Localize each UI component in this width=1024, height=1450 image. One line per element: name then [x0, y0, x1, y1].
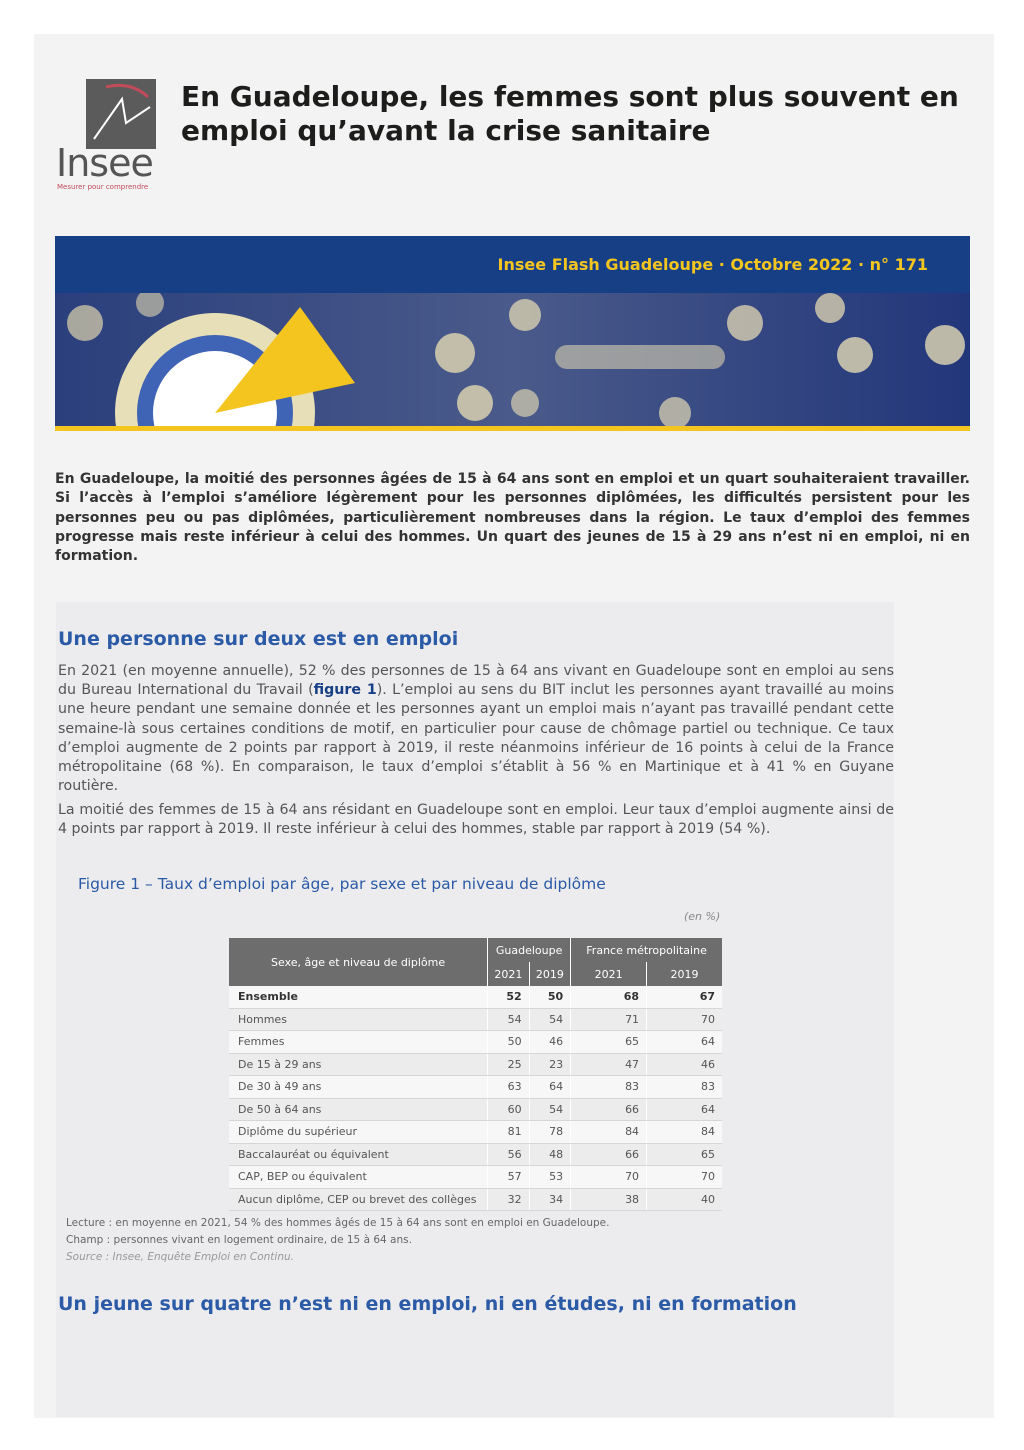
- figure-unit: (en %): [684, 910, 721, 923]
- cell-value: 47: [571, 1053, 647, 1076]
- cell-value: 32: [488, 1188, 530, 1211]
- table-header-year: 2021: [571, 962, 647, 986]
- table-row: [229, 1188, 722, 1211]
- table-row: [229, 1098, 722, 1121]
- section-paragraph-2: La moitié des femmes de 15 à 64 ans résidant en Guadeloupe sont en emploi. Leur taux d’emploi augmente ainsi de 4 points par rapport à 2019. Il reste inférieur à celui des hommes, stable par rapport à 2019 (54 %).: [58, 802, 894, 838]
- logo-wordmark: Insee: [56, 141, 153, 185]
- cell-value: 52: [488, 986, 530, 1008]
- row-label: De 50 à 64 ans: [229, 1098, 488, 1121]
- table-header-year: 2019: [647, 962, 722, 986]
- cell-value: 84: [647, 1121, 722, 1144]
- cell-value: 54: [529, 1098, 571, 1121]
- table-header-france: France métropolitaine: [571, 938, 722, 962]
- table-header-year: 2021: [488, 962, 530, 986]
- table-row: [229, 1031, 722, 1054]
- cell-value: 46: [647, 1053, 722, 1076]
- row-label: De 30 à 49 ans: [229, 1076, 488, 1099]
- cell-value: 48: [529, 1143, 571, 1166]
- cell-value: 68: [571, 986, 647, 1008]
- cell-value: 64: [529, 1076, 571, 1099]
- cell-value: 70: [647, 1008, 722, 1031]
- cell-value: 83: [647, 1076, 722, 1099]
- banner-illustration: [55, 293, 970, 431]
- note-scope: Champ : personnes vivant en logement ordinaire, de 15 à 64 ans.: [66, 1234, 412, 1246]
- cell-value: 50: [488, 1031, 530, 1054]
- table-row: [229, 1143, 722, 1166]
- note-reading: Lecture : en moyenne en 2021, 54 % des hommes âgés de 15 à 64 ans sont en emploi en Guadeloupe.: [66, 1217, 610, 1229]
- table-row: [229, 1008, 722, 1031]
- cell-value: 60: [488, 1098, 530, 1121]
- insee-logo[interactable]: [56, 79, 166, 195]
- row-label: De 15 à 29 ans: [229, 1053, 488, 1076]
- row-label: Aucun diplôme, CEP ou brevet des collèges: [229, 1188, 488, 1211]
- publication-banner: [55, 236, 970, 293]
- cell-value: 83: [571, 1076, 647, 1099]
- cell-value: 67: [647, 986, 722, 1008]
- paragraph-text: ). L’emploi au sens du BIT inclut les personnes ayant travaillé au moins une heure pendant une semaine donnée et les personnes ayant un emploi mais n’ayant pas travaillé pendant cette semaine-là sous certaines conditions de motif, en particulier pour cause de chômage partiel ou technique. Ce taux d’emploi augmente de 2 points par rapport à 2019, il reste néanmoins inférieur de 16 points à celui de la France métropolitaine (68 %). En comparaison, le taux d’emploi s’établit à 56 % en Martinique et à 41 % en Guyane routière.: [58, 682, 895, 795]
- cell-value: 70: [647, 1166, 722, 1189]
- cell-value: 56: [488, 1143, 530, 1166]
- table-header-guadeloupe: Guadeloupe: [488, 938, 571, 962]
- cell-value: 70: [571, 1166, 647, 1189]
- employment-rate-table: [229, 938, 722, 1211]
- row-label: Baccalauréat ou équivalent: [229, 1143, 488, 1166]
- summary-paragraph: En Guadeloupe, la moitié des personnes âgées de 15 à 64 ans sont en emploi et un quart souhaiteraient travailler. Si l’accès à l’emploi s’améliore légèrement pour les personnes diplômées, les difficultés persistent pour les personnes peu ou pas diplômées, particulièrement nombreuses dans la région. Le taux d’emploi des femmes progresse mais reste inférieur à celui des hommes. Un quart des jeunes de 15 à 29 ans n’est ni en emploi, ni en formation.: [55, 471, 970, 565]
- figure-notes: [66, 1215, 609, 1266]
- publication-label: Insee Flash Guadeloupe · Octobre 2022 · n° 171: [497, 255, 928, 274]
- row-label: CAP, BEP ou équivalent: [229, 1166, 488, 1189]
- cell-value: 25: [488, 1053, 530, 1076]
- table-row: [229, 1166, 722, 1189]
- cell-value: 66: [571, 1143, 647, 1166]
- row-label: Hommes: [229, 1008, 488, 1031]
- cell-value: 40: [647, 1188, 722, 1211]
- cell-value: 64: [647, 1031, 722, 1054]
- section-paragraph-1: [58, 662, 894, 796]
- figure-1-link[interactable]: figure 1: [313, 682, 377, 699]
- cell-value: 84: [571, 1121, 647, 1144]
- cell-value: 81: [488, 1121, 530, 1144]
- cell-value: 54: [488, 1008, 530, 1031]
- cell-value: 66: [571, 1098, 647, 1121]
- cell-value: 54: [529, 1008, 571, 1031]
- cell-value: 50: [529, 986, 571, 1008]
- cell-value: 78: [529, 1121, 571, 1144]
- cell-value: 63: [488, 1076, 530, 1099]
- cell-value: 64: [647, 1098, 722, 1121]
- logo-square-icon: [86, 79, 156, 149]
- cell-value: 65: [647, 1143, 722, 1166]
- section-heading-employment: Une personne sur deux est en emploi: [58, 628, 459, 650]
- table-header-year: 2019: [529, 962, 571, 986]
- figure-title: Figure 1 – Taux d’emploi par âge, par sexe et par niveau de diplôme: [78, 875, 606, 893]
- table-row: [229, 1076, 722, 1099]
- cell-value: 65: [571, 1031, 647, 1054]
- paragraph-text: En 2021 (en moyenne annuelle), 52 % des personnes de 15 à 64 ans vivant en Guadeloupe sont en emploi au sens du Bureau International du Travail (: [58, 663, 894, 699]
- table-row: [229, 1121, 722, 1144]
- section-heading-youth: Un jeune sur quatre n’est ni en emploi, ni en études, ni en formation: [58, 1293, 797, 1315]
- note-source: Source : Insee, Enquête Emploi en Continu.: [66, 1251, 294, 1263]
- row-label: Femmes: [229, 1031, 488, 1054]
- logo-tagline: Mesurer pour comprendre: [57, 183, 149, 191]
- cell-value: 57: [488, 1166, 530, 1189]
- page-title: En Guadeloupe, les femmes sont plus souvent en emploi qu’avant la crise sanitaire: [181, 80, 959, 147]
- table-row: [229, 1053, 722, 1076]
- row-label: Diplôme du supérieur: [229, 1121, 488, 1144]
- cell-value: 46: [529, 1031, 571, 1054]
- table-row: [229, 986, 722, 1008]
- cell-value: 34: [529, 1188, 571, 1211]
- cell-value: 23: [529, 1053, 571, 1076]
- cell-value: 71: [571, 1008, 647, 1031]
- cell-value: 38: [571, 1188, 647, 1211]
- row-label: Ensemble: [229, 986, 488, 1008]
- table-header-category: Sexe, âge et niveau de diplôme: [229, 938, 488, 986]
- cell-value: 53: [529, 1166, 571, 1189]
